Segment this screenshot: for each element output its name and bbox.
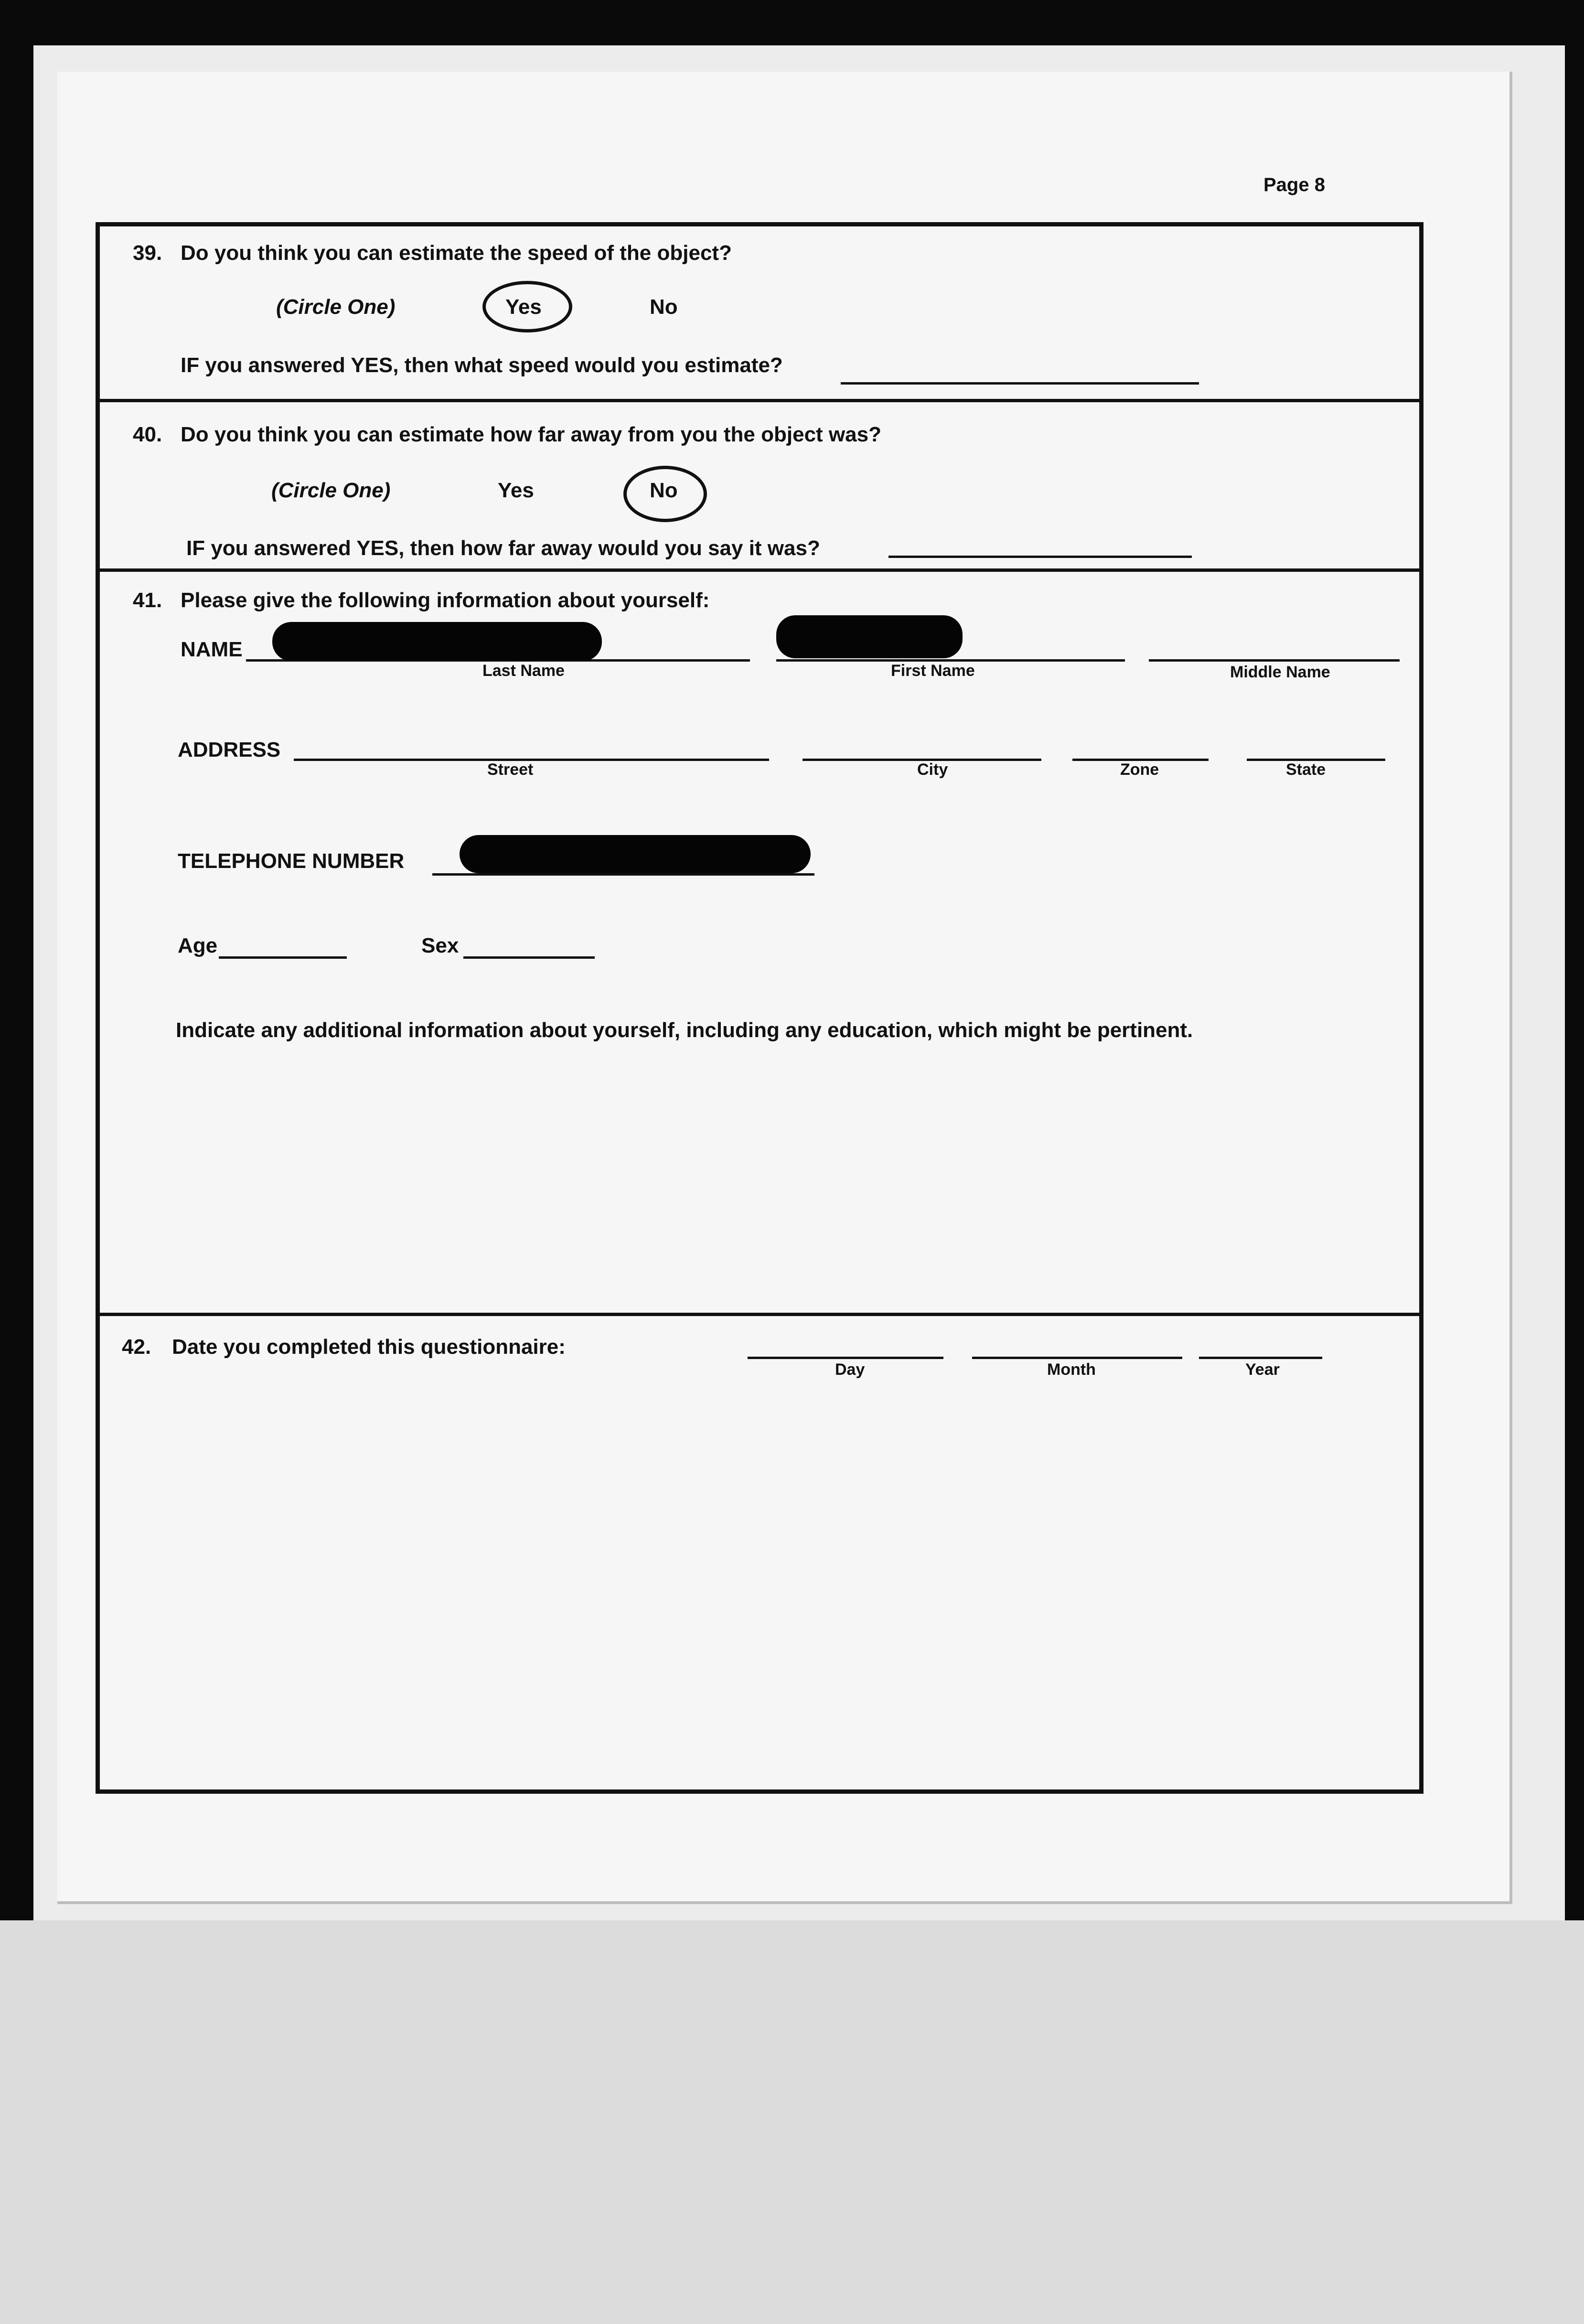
age-line[interactable]	[219, 956, 347, 959]
telephone-label: TELEPHONE NUMBER	[178, 849, 405, 873]
redacted-telephone	[460, 835, 811, 873]
page-label: Page 8	[1263, 174, 1325, 195]
questionnaire-box	[96, 222, 1423, 1794]
telephone-line[interactable]	[432, 873, 814, 876]
day-line[interactable]	[748, 1357, 943, 1359]
divider-39-40	[96, 399, 1423, 402]
q40-option-no[interactable]: No	[650, 479, 678, 502]
q42-number: 42.	[122, 1335, 151, 1359]
name-label: NAME	[181, 638, 243, 661]
q41-number: 41.	[133, 589, 162, 612]
city-caption: City	[917, 760, 948, 779]
redacted-last-name	[272, 622, 602, 661]
q40-question: Do you think you can estimate how far away from you the object was?	[181, 423, 881, 446]
q39-question: Do you think you can estimate the speed of the object?	[181, 241, 732, 265]
q39-circle-label: (Circle One)	[276, 295, 396, 319]
age-label: Age	[178, 934, 218, 957]
q40-no-circle-mark	[623, 466, 707, 522]
address-label: ADDRESS	[178, 738, 281, 761]
sex-line[interactable]	[463, 956, 595, 959]
last-name-caption: Last Name	[482, 662, 565, 680]
middle-name-caption: Middle Name	[1230, 663, 1330, 681]
lower-scan-area	[0, 1920, 1584, 2324]
sex-label: Sex	[421, 934, 459, 957]
q39-option-yes[interactable]: Yes	[505, 295, 542, 319]
divider-40-41	[96, 568, 1423, 572]
q40-circle-label: (Circle One)	[271, 479, 391, 502]
q41-question: Please give the following information about yourself:	[181, 589, 710, 612]
month-line[interactable]	[972, 1357, 1182, 1359]
q39-yes-circle-mark	[482, 281, 572, 332]
middle-name-line[interactable]	[1149, 659, 1400, 662]
q39-option-no[interactable]: No	[650, 295, 678, 319]
additional-info-prompt: Indicate any additional information about yourself, including any education, which might be pertinent.	[176, 1018, 1193, 1042]
first-name-caption: First Name	[891, 662, 975, 680]
year-line[interactable]	[1199, 1357, 1322, 1359]
q39-speed-answer-line[interactable]	[841, 382, 1199, 385]
q42-question: Date you completed this questionnaire:	[172, 1335, 566, 1359]
day-caption: Day	[835, 1360, 865, 1379]
month-caption: Month	[1047, 1360, 1096, 1379]
redacted-first-name	[776, 615, 963, 658]
q39-number: 39.	[133, 241, 162, 265]
q40-followup: IF you answered YES, then how far away would you say it was?	[186, 536, 820, 560]
q39-followup: IF you answered YES, then what speed would you estimate?	[181, 353, 783, 377]
zone-caption: Zone	[1120, 760, 1159, 779]
q40-option-yes[interactable]: Yes	[498, 479, 534, 502]
state-caption: State	[1286, 760, 1326, 779]
q40-distance-answer-line[interactable]	[888, 556, 1192, 558]
year-caption: Year	[1245, 1360, 1280, 1379]
q40-number: 40.	[133, 423, 162, 446]
divider-41-42	[96, 1313, 1423, 1316]
street-caption: Street	[487, 760, 534, 779]
